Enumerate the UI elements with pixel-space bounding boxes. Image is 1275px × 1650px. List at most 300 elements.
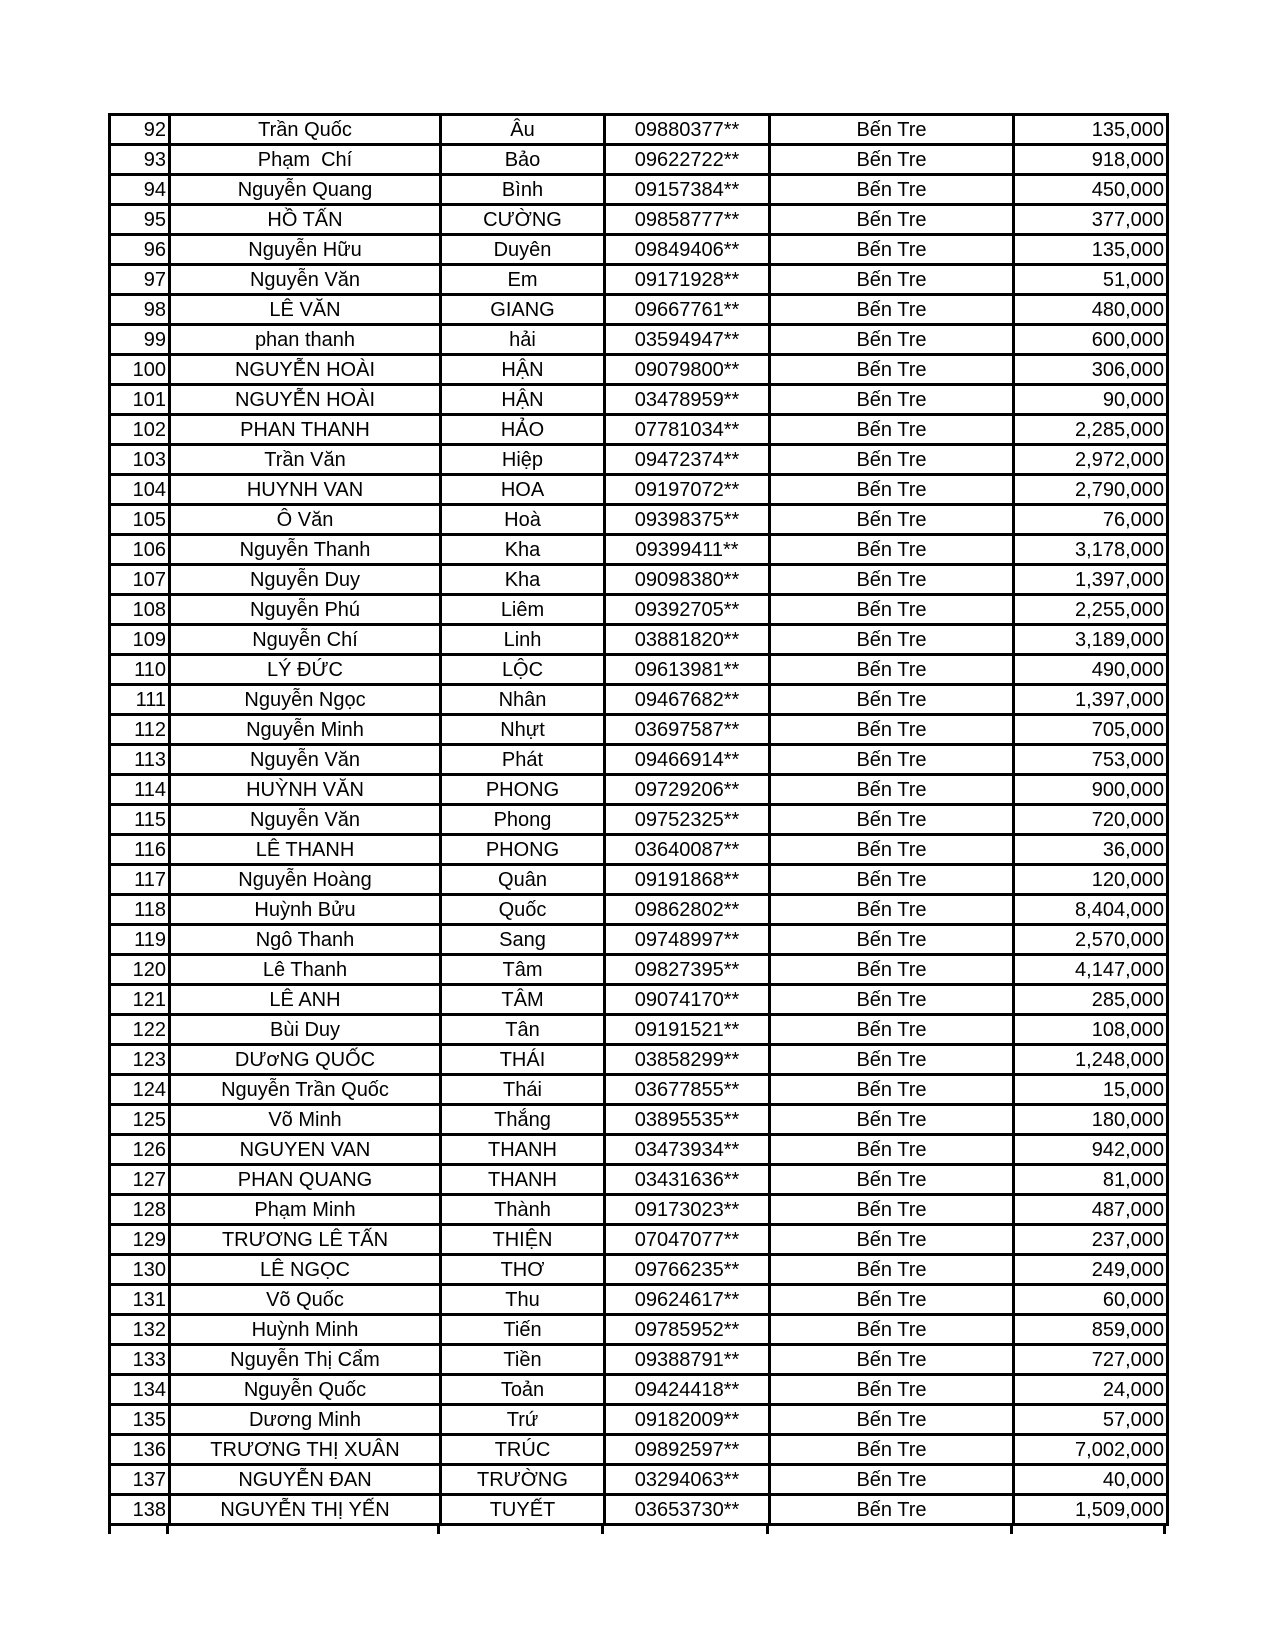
first-name-cell: Nguyễn Hữu	[170, 235, 441, 265]
last-name-cell: Hoà	[441, 505, 605, 535]
province-cell: Bến Tre	[770, 355, 1014, 385]
last-name-cell: THÁI	[441, 1045, 605, 1075]
amount-cell: 120,000	[1014, 865, 1168, 895]
province-cell: Bến Tre	[770, 1255, 1014, 1285]
table-row	[110, 415, 1168, 445]
first-name-cell: NGUYỄN ĐAN	[170, 1465, 441, 1495]
amount-cell: 285,000	[1014, 985, 1168, 1015]
table-row	[110, 925, 1168, 955]
row-number-cell: 111	[110, 685, 170, 715]
province-cell: Bến Tre	[770, 1435, 1014, 1465]
last-name-cell: Bảo	[441, 145, 605, 175]
first-name-cell: Ngô Thanh	[170, 925, 441, 955]
table-row	[110, 175, 1168, 205]
first-name-cell: NGUYỄN THỊ YẾN	[170, 1495, 441, 1525]
table-row	[110, 1015, 1168, 1045]
row-number-cell: 130	[110, 1255, 170, 1285]
phone-cell: 09748997**	[605, 925, 770, 955]
row-number-cell: 116	[110, 835, 170, 865]
first-name-cell: Nguyễn Thị Cẩm	[170, 1345, 441, 1375]
province-cell: Bến Tre	[770, 1345, 1014, 1375]
last-name-cell: Liêm	[441, 595, 605, 625]
phone-cell: 09171928**	[605, 265, 770, 295]
table-row	[110, 685, 1168, 715]
phone-cell: 09182009**	[605, 1405, 770, 1435]
amount-cell: 40,000	[1014, 1465, 1168, 1495]
row-number-cell: 107	[110, 565, 170, 595]
amount-cell: 24,000	[1014, 1375, 1168, 1405]
table-row	[110, 1405, 1168, 1435]
table-row	[110, 1105, 1168, 1135]
last-name-cell: TRƯỜNG	[441, 1465, 605, 1495]
table-row	[110, 775, 1168, 805]
phone-cell: 07047077**	[605, 1225, 770, 1255]
last-name-cell: THƠ	[441, 1255, 605, 1285]
last-name-cell: THANH	[441, 1135, 605, 1165]
last-name-cell: PHONG	[441, 775, 605, 805]
phone-cell: 09880377**	[605, 115, 770, 145]
table-border-stub	[1010, 1526, 1013, 1534]
last-name-cell: CƯỜNG	[441, 205, 605, 235]
province-cell: Bến Tre	[770, 205, 1014, 235]
row-number-cell: 106	[110, 535, 170, 565]
phone-cell: 09079800**	[605, 355, 770, 385]
phone-cell: 09191521**	[605, 1015, 770, 1045]
table-row	[110, 1315, 1168, 1345]
row-number-cell: 98	[110, 295, 170, 325]
last-name-cell: Tiền	[441, 1345, 605, 1375]
first-name-cell: LÝ ĐỨC	[170, 655, 441, 685]
row-number-cell: 131	[110, 1285, 170, 1315]
phone-cell: 09892597**	[605, 1435, 770, 1465]
province-cell: Bến Tre	[770, 1495, 1014, 1525]
row-number-cell: 134	[110, 1375, 170, 1405]
last-name-cell: THANH	[441, 1165, 605, 1195]
last-name-cell: Quốc	[441, 895, 605, 925]
province-cell: Bến Tre	[770, 1225, 1014, 1255]
amount-cell: 2,570,000	[1014, 925, 1168, 955]
phone-cell: 09766235**	[605, 1255, 770, 1285]
province-cell: Bến Tre	[770, 505, 1014, 535]
amount-cell: 8,404,000	[1014, 895, 1168, 925]
table-border-stub	[601, 1526, 604, 1534]
row-number-cell: 137	[110, 1465, 170, 1495]
last-name-cell: Âu	[441, 115, 605, 145]
table-row	[110, 985, 1168, 1015]
first-name-cell: Bùi Duy	[170, 1015, 441, 1045]
province-cell: Bến Tre	[770, 955, 1014, 985]
phone-cell: 09858777**	[605, 205, 770, 235]
first-name-cell: HUỲNH VĂN	[170, 775, 441, 805]
amount-cell: 306,000	[1014, 355, 1168, 385]
phone-cell: 09398375**	[605, 505, 770, 535]
amount-cell: 487,000	[1014, 1195, 1168, 1225]
first-name-cell: Nguyễn Ngọc	[170, 685, 441, 715]
last-name-cell: TÂM	[441, 985, 605, 1015]
first-name-cell: Huỳnh Bửu	[170, 895, 441, 925]
province-cell: Bến Tre	[770, 1015, 1014, 1045]
row-number-cell: 96	[110, 235, 170, 265]
amount-cell: 2,255,000	[1014, 595, 1168, 625]
amount-cell: 60,000	[1014, 1285, 1168, 1315]
phone-cell: 03858299**	[605, 1045, 770, 1075]
province-cell: Bến Tre	[770, 535, 1014, 565]
first-name-cell: NGUYEN VAN	[170, 1135, 441, 1165]
row-number-cell: 135	[110, 1405, 170, 1435]
phone-cell: 03431636**	[605, 1165, 770, 1195]
phone-cell: 03653730**	[605, 1495, 770, 1525]
amount-cell: 7,002,000	[1014, 1435, 1168, 1465]
row-number-cell: 92	[110, 115, 170, 145]
amount-cell: 57,000	[1014, 1405, 1168, 1435]
last-name-cell: hải	[441, 325, 605, 355]
province-cell: Bến Tre	[770, 1195, 1014, 1225]
first-name-cell: Nguyễn Trần Quốc	[170, 1075, 441, 1105]
phone-cell: 09849406**	[605, 235, 770, 265]
phone-cell: 09197072**	[605, 475, 770, 505]
first-name-cell: Nguyễn Phú	[170, 595, 441, 625]
first-name-cell: DƯơNG QUỐC	[170, 1045, 441, 1075]
province-cell: Bến Tre	[770, 1075, 1014, 1105]
row-number-cell: 110	[110, 655, 170, 685]
table-row	[110, 445, 1168, 475]
province-cell: Bến Tre	[770, 1165, 1014, 1195]
table-border-stub	[108, 1526, 111, 1534]
first-name-cell: Nguyễn Thanh	[170, 535, 441, 565]
phone-cell: 09191868**	[605, 865, 770, 895]
table-row	[110, 835, 1168, 865]
row-number-cell: 129	[110, 1225, 170, 1255]
table-row	[110, 715, 1168, 745]
amount-cell: 1,397,000	[1014, 685, 1168, 715]
last-name-cell: HẢO	[441, 415, 605, 445]
first-name-cell: TRƯƠNG LÊ TẤN	[170, 1225, 441, 1255]
amount-cell: 753,000	[1014, 745, 1168, 775]
amount-cell: 2,285,000	[1014, 415, 1168, 445]
last-name-cell: PHONG	[441, 835, 605, 865]
first-name-cell: HUYNH VAN	[170, 475, 441, 505]
phone-cell: 09098380**	[605, 565, 770, 595]
province-cell: Bến Tre	[770, 745, 1014, 775]
last-name-cell: Phát	[441, 745, 605, 775]
table-row	[110, 865, 1168, 895]
province-cell: Bến Tre	[770, 895, 1014, 925]
donor-table-body	[110, 115, 1168, 1525]
first-name-cell: PHAN QUANG	[170, 1165, 441, 1195]
last-name-cell: TUYẾT	[441, 1495, 605, 1525]
first-name-cell: Nguyễn Văn	[170, 265, 441, 295]
amount-cell: 135,000	[1014, 235, 1168, 265]
province-cell: Bến Tre	[770, 265, 1014, 295]
table-row	[110, 1045, 1168, 1075]
province-cell: Bến Tre	[770, 175, 1014, 205]
phone-cell: 09466914**	[605, 745, 770, 775]
amount-cell: 918,000	[1014, 145, 1168, 175]
row-number-cell: 99	[110, 325, 170, 355]
first-name-cell: Trần Quốc	[170, 115, 441, 145]
phone-cell: 09729206**	[605, 775, 770, 805]
table-row	[110, 1135, 1168, 1165]
table-border-stub	[166, 1526, 169, 1534]
first-name-cell: LÊ THANH	[170, 835, 441, 865]
phone-cell: 09827395**	[605, 955, 770, 985]
province-cell: Bến Tre	[770, 625, 1014, 655]
row-number-cell: 109	[110, 625, 170, 655]
table-row	[110, 1165, 1168, 1195]
table-border-stub	[766, 1526, 769, 1534]
amount-cell: 900,000	[1014, 775, 1168, 805]
table-row	[110, 1375, 1168, 1405]
next-row-border-stubs	[108, 1526, 1166, 1535]
province-cell: Bến Tre	[770, 565, 1014, 595]
row-number-cell: 101	[110, 385, 170, 415]
amount-cell: 36,000	[1014, 835, 1168, 865]
first-name-cell: Ô Văn	[170, 505, 441, 535]
amount-cell: 249,000	[1014, 1255, 1168, 1285]
phone-cell: 09785952**	[605, 1315, 770, 1345]
phone-cell: 03294063**	[605, 1465, 770, 1495]
province-cell: Bến Tre	[770, 835, 1014, 865]
province-cell: Bến Tre	[770, 715, 1014, 745]
table-row	[110, 1435, 1168, 1465]
last-name-cell: Linh	[441, 625, 605, 655]
last-name-cell: Kha	[441, 565, 605, 595]
first-name-cell: phan thanh	[170, 325, 441, 355]
donor-table-container	[108, 113, 1166, 1535]
table-row	[110, 235, 1168, 265]
phone-cell: 09157384**	[605, 175, 770, 205]
phone-cell: 09622722**	[605, 145, 770, 175]
province-cell: Bến Tre	[770, 775, 1014, 805]
phone-cell: 03594947**	[605, 325, 770, 355]
table-row	[110, 1495, 1168, 1525]
phone-cell: 09752325**	[605, 805, 770, 835]
table-row	[110, 595, 1168, 625]
amount-cell: 1,248,000	[1014, 1045, 1168, 1075]
first-name-cell: LÊ VĂN	[170, 295, 441, 325]
amount-cell: 705,000	[1014, 715, 1168, 745]
last-name-cell: Tân	[441, 1015, 605, 1045]
table-row	[110, 1255, 1168, 1285]
first-name-cell: Nguyễn Quang	[170, 175, 441, 205]
row-number-cell: 127	[110, 1165, 170, 1195]
amount-cell: 51,000	[1014, 265, 1168, 295]
first-name-cell: Lê Thanh	[170, 955, 441, 985]
province-cell: Bến Tre	[770, 1135, 1014, 1165]
province-cell: Bến Tre	[770, 1465, 1014, 1495]
last-name-cell: Kha	[441, 535, 605, 565]
province-cell: Bến Tre	[770, 865, 1014, 895]
row-number-cell: 94	[110, 175, 170, 205]
amount-cell: 4,147,000	[1014, 955, 1168, 985]
table-border-stub	[1163, 1526, 1166, 1534]
first-name-cell: Nguyễn Hoàng	[170, 865, 441, 895]
table-row	[110, 1225, 1168, 1255]
first-name-cell: HỒ TẤN	[170, 205, 441, 235]
first-name-cell: Phạm Chí	[170, 145, 441, 175]
amount-cell: 81,000	[1014, 1165, 1168, 1195]
table-row	[110, 805, 1168, 835]
donor-table	[108, 113, 1169, 1526]
first-name-cell: Nguyễn Chí	[170, 625, 441, 655]
first-name-cell: LÊ NGỌC	[170, 1255, 441, 1285]
amount-cell: 15,000	[1014, 1075, 1168, 1105]
phone-cell: 03677855**	[605, 1075, 770, 1105]
table-row	[110, 505, 1168, 535]
phone-cell: 09173023**	[605, 1195, 770, 1225]
first-name-cell: PHAN THANH	[170, 415, 441, 445]
row-number-cell: 117	[110, 865, 170, 895]
province-cell: Bến Tre	[770, 475, 1014, 505]
row-number-cell: 93	[110, 145, 170, 175]
province-cell: Bến Tre	[770, 1315, 1014, 1345]
phone-cell: 03895535**	[605, 1105, 770, 1135]
table-row	[110, 655, 1168, 685]
province-cell: Bến Tre	[770, 1105, 1014, 1135]
last-name-cell: Phong	[441, 805, 605, 835]
phone-cell: 03697587**	[605, 715, 770, 745]
amount-cell: 2,972,000	[1014, 445, 1168, 475]
row-number-cell: 112	[110, 715, 170, 745]
phone-cell: 09667761**	[605, 295, 770, 325]
row-number-cell: 122	[110, 1015, 170, 1045]
last-name-cell: Thu	[441, 1285, 605, 1315]
province-cell: Bến Tre	[770, 1375, 1014, 1405]
row-number-cell: 95	[110, 205, 170, 235]
amount-cell: 1,397,000	[1014, 565, 1168, 595]
row-number-cell: 136	[110, 1435, 170, 1465]
row-number-cell: 120	[110, 955, 170, 985]
phone-cell: 09424418**	[605, 1375, 770, 1405]
amount-cell: 450,000	[1014, 175, 1168, 205]
row-number-cell: 118	[110, 895, 170, 925]
first-name-cell: Nguyễn Văn	[170, 745, 441, 775]
table-row	[110, 205, 1168, 235]
amount-cell: 480,000	[1014, 295, 1168, 325]
amount-cell: 377,000	[1014, 205, 1168, 235]
amount-cell: 3,178,000	[1014, 535, 1168, 565]
last-name-cell: HẬN	[441, 355, 605, 385]
phone-cell: 03640087**	[605, 835, 770, 865]
last-name-cell: Trứ	[441, 1405, 605, 1435]
last-name-cell: TRÚC	[441, 1435, 605, 1465]
phone-cell: 09399411**	[605, 535, 770, 565]
row-number-cell: 132	[110, 1315, 170, 1345]
table-row	[110, 1285, 1168, 1315]
row-number-cell: 119	[110, 925, 170, 955]
phone-cell: 09074170**	[605, 985, 770, 1015]
last-name-cell: Tâm	[441, 955, 605, 985]
last-name-cell: Sang	[441, 925, 605, 955]
province-cell: Bến Tre	[770, 685, 1014, 715]
province-cell: Bến Tre	[770, 1405, 1014, 1435]
last-name-cell: THIỆN	[441, 1225, 605, 1255]
row-number-cell: 133	[110, 1345, 170, 1375]
first-name-cell: Võ Minh	[170, 1105, 441, 1135]
table-row	[110, 145, 1168, 175]
table-row	[110, 385, 1168, 415]
table-row	[110, 1075, 1168, 1105]
last-name-cell: Tiến	[441, 1315, 605, 1345]
amount-cell: 108,000	[1014, 1015, 1168, 1045]
phone-cell: 09862802**	[605, 895, 770, 925]
table-row	[110, 265, 1168, 295]
last-name-cell: Nhân	[441, 685, 605, 715]
table-row	[110, 475, 1168, 505]
phone-cell: 03478959**	[605, 385, 770, 415]
province-cell: Bến Tre	[770, 295, 1014, 325]
first-name-cell: Phạm Minh	[170, 1195, 441, 1225]
last-name-cell: HẬN	[441, 385, 605, 415]
amount-cell: 600,000	[1014, 325, 1168, 355]
province-cell: Bến Tre	[770, 925, 1014, 955]
row-number-cell: 128	[110, 1195, 170, 1225]
last-name-cell: Em	[441, 265, 605, 295]
phone-cell: 09467682**	[605, 685, 770, 715]
province-cell: Bến Tre	[770, 985, 1014, 1015]
phone-cell: 03881820**	[605, 625, 770, 655]
row-number-cell: 125	[110, 1105, 170, 1135]
row-number-cell: 102	[110, 415, 170, 445]
amount-cell: 76,000	[1014, 505, 1168, 535]
row-number-cell: 138	[110, 1495, 170, 1525]
table-row	[110, 955, 1168, 985]
table-row	[110, 295, 1168, 325]
row-number-cell: 100	[110, 355, 170, 385]
province-cell: Bến Tre	[770, 235, 1014, 265]
amount-cell: 90,000	[1014, 385, 1168, 415]
phone-cell: 09472374**	[605, 445, 770, 475]
first-name-cell: Võ Quốc	[170, 1285, 441, 1315]
phone-cell: 03473934**	[605, 1135, 770, 1165]
province-cell: Bến Tre	[770, 115, 1014, 145]
phone-cell: 09613981**	[605, 655, 770, 685]
table-row	[110, 1345, 1168, 1375]
last-name-cell: Duyên	[441, 235, 605, 265]
table-row	[110, 895, 1168, 925]
phone-cell: 07781034**	[605, 415, 770, 445]
amount-cell: 942,000	[1014, 1135, 1168, 1165]
row-number-cell: 115	[110, 805, 170, 835]
province-cell: Bến Tre	[770, 325, 1014, 355]
row-number-cell: 103	[110, 445, 170, 475]
last-name-cell: LỘC	[441, 655, 605, 685]
province-cell: Bến Tre	[770, 445, 1014, 475]
last-name-cell: Hiệp	[441, 445, 605, 475]
first-name-cell: Dương Minh	[170, 1405, 441, 1435]
last-name-cell: Thái	[441, 1075, 605, 1105]
table-row	[110, 745, 1168, 775]
first-name-cell: NGUYỄN HOÀI	[170, 355, 441, 385]
last-name-cell: Quân	[441, 865, 605, 895]
table-row	[110, 1465, 1168, 1495]
first-name-cell: Trần Văn	[170, 445, 441, 475]
province-cell: Bến Tre	[770, 805, 1014, 835]
first-name-cell: Nguyễn Minh	[170, 715, 441, 745]
first-name-cell: NGUYỄN HOÀI	[170, 385, 441, 415]
amount-cell: 490,000	[1014, 655, 1168, 685]
amount-cell: 727,000	[1014, 1345, 1168, 1375]
table-row	[110, 565, 1168, 595]
amount-cell: 135,000	[1014, 115, 1168, 145]
table-row	[110, 325, 1168, 355]
province-cell: Bến Tre	[770, 1045, 1014, 1075]
last-name-cell: Nhựt	[441, 715, 605, 745]
amount-cell: 237,000	[1014, 1225, 1168, 1255]
amount-cell: 180,000	[1014, 1105, 1168, 1135]
last-name-cell: HOA	[441, 475, 605, 505]
province-cell: Bến Tre	[770, 145, 1014, 175]
